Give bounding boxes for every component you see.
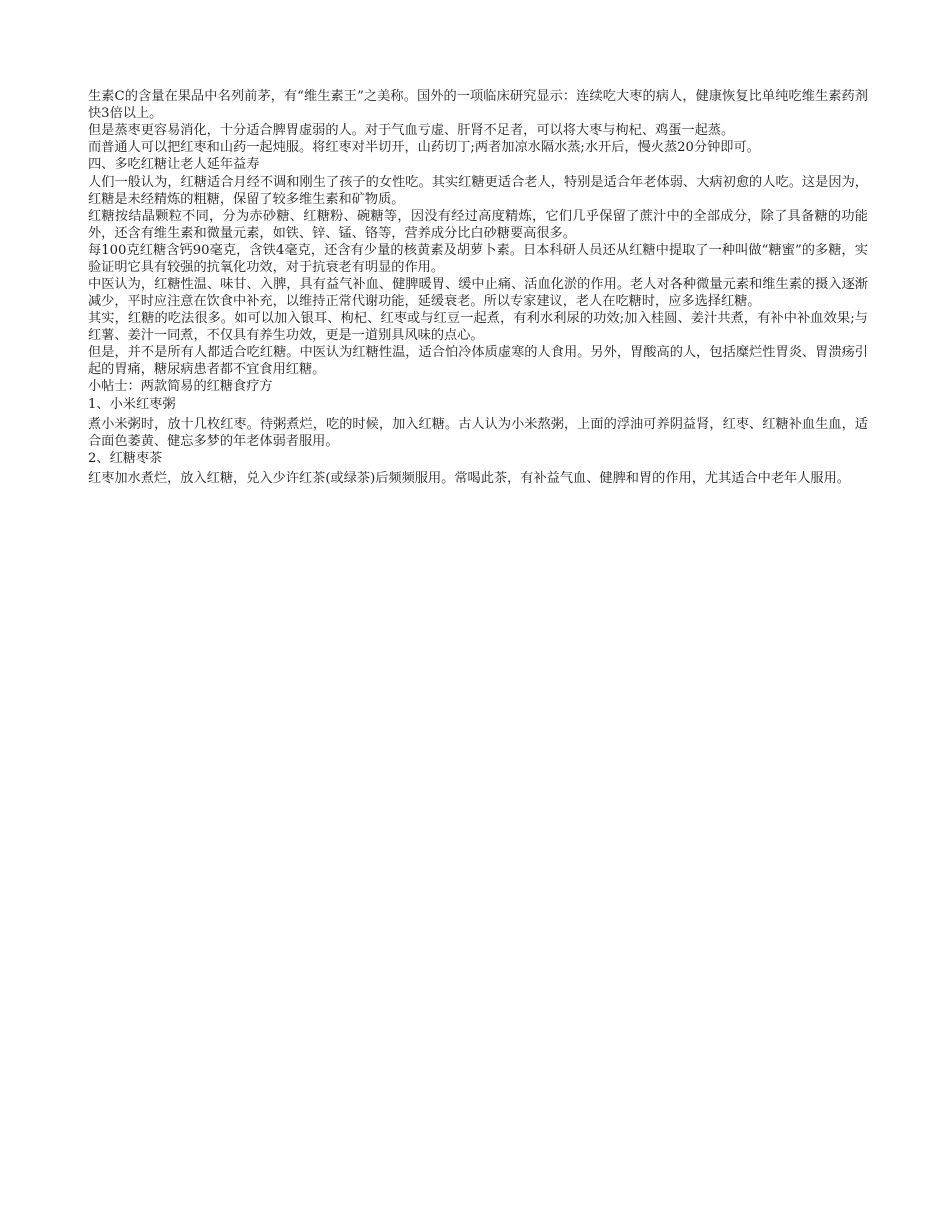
paragraph-tcm-view: 中医认为，红糖性温、味甘、入脾，具有益气补血、健脾暖胃、缓中止痛、活血化淤的作用。老人对各种微量元素和维生素的摄入逐渐减少，平时应注意在饮食中补充，以维持正常代谢功能，延缓衰老。所以专家建议，老人在吃糖时，应多选择红糖。 xyxy=(88,277,868,309)
recipe-2-body: 红枣加水煮烂，放入红糖，兑入少许红茶(或绿茶)后频频服用。常喝此茶，有补益气血、健脾和胃的作用，尤其适合中老年人服用。 xyxy=(88,471,850,486)
recipe-2-title: 2、红糖枣茶 xyxy=(88,451,163,466)
paragraph-brown-sugar-elderly: 人们一般认为，红糖适合月经不调和刚生了孩子的女性吃。其实红糖更适合老人，特别是适合年老体弱、大病初愈的人吃。这是因为，红糖是未经精炼的粗糖，保留了较多维生素和矿物质。 xyxy=(88,175,868,207)
paragraph-caution: 但是，并不是所有人都适合吃红糖。中医认为红糖性温，适合怕冷体质虚寒的人食用。另外，胃酸高的人，包括糜烂性胃炎、胃溃疡引起的胃痛，糖尿病患者都不宜食用红糖。 xyxy=(88,345,868,377)
recipe-1-title: 1、小米红枣粥 xyxy=(88,397,176,412)
section-heading-brown-sugar: 四、多吃红糖让老人延年益寿 xyxy=(88,157,260,172)
paragraph-brown-sugar-types: 红糖按结晶颗粒不同，分为赤砂糖、红糖粉、碗糖等，因没有经过高度精炼，它们几乎保留了蔗汁中的全部成分，除了具备糖的功能外，还含有维生素和微量元素，如铁、锌、锰、铬等，营养成分比白砂糖要高很多。 xyxy=(88,209,868,241)
paragraph-ways-to-eat: 其实，红糖的吃法很多。如可以加入银耳、枸杞、红枣或与红豆一起煮，有利水利尿的功效;加入桂圆、姜汁共煮，有补中补血效果;与红薯、姜汁一同煮，不仅具有养生功效，更是一道别具风味的点心。 xyxy=(88,311,868,343)
tips-heading: 小帖士：两款简易的红糖食疗方 xyxy=(88,379,273,394)
paragraph-steamed-jujube: 但是蒸枣更容易消化，十分适合脾胃虚弱的人。对于气血亏虚、肝肾不足者，可以将大枣与枸杞、鸡蛋一起蒸。 xyxy=(88,123,735,138)
recipe-1-body: 煮小米粥时，放十几枚红枣。待粥煮烂，吃的时候，加入红糖。古人认为小米熬粥，上面的浮油可养阴益肾，红枣、红糖补血生血，适合面色萎黄、健忘多梦的年老体弱者服用。 xyxy=(88,417,868,449)
document-page xyxy=(88,88,868,487)
paragraph-jujube-vitamin-c: 生素C的含量在果品中名列前茅，有“维生素王”之美称。国外的一项临床研究显示：连续吃大枣的病人，健康恢复比单纯吃维生素药剂快3倍以上。 xyxy=(88,89,868,121)
paragraph-brown-sugar-nutrients: 每100克红糖含钙90毫克，含铁4毫克，还含有少量的核黄素及胡萝卜素。日本科研人员还从红糖中提取了一种叫做“糖蜜”的多糖，实验证明它具有较强的抗氧化功效，对于抗衰老有明显的作用。 xyxy=(88,243,868,275)
paragraph-jujube-yam: 而普通人可以把红枣和山药一起炖服。将红枣对半切开，山药切丁;两者加凉水隔水蒸;水开后，慢火蒸20分钟即可。 xyxy=(88,140,760,155)
